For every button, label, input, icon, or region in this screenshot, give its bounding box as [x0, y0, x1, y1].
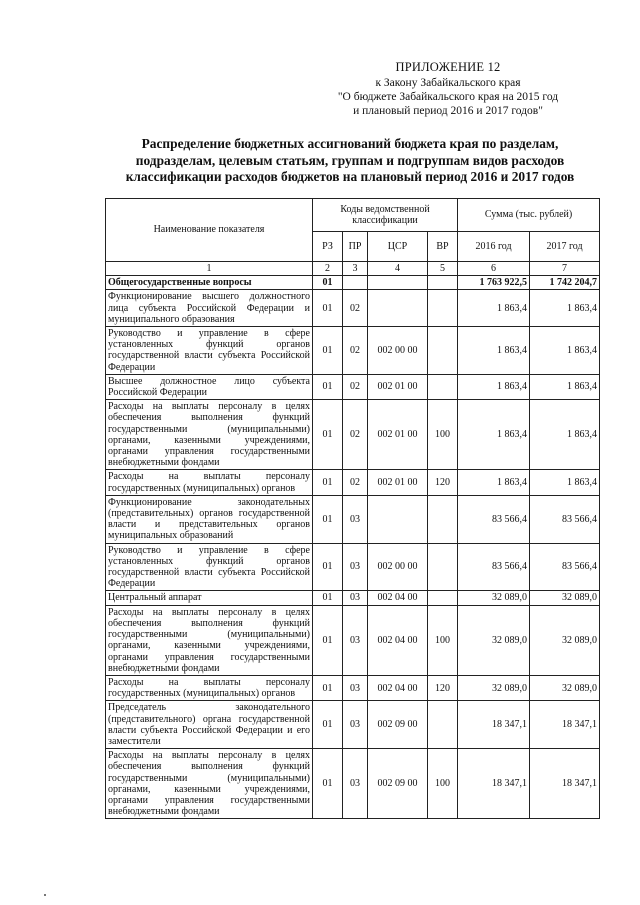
cell-2016: 1 863,4 [458, 400, 530, 470]
cell-2016: 32 089,0 [458, 591, 530, 605]
cell-vr: 120 [428, 470, 458, 495]
appendix-line-1: к Закону Забайкальского края [375, 77, 521, 89]
table-row [106, 290, 600, 327]
cell-rz: 01 [313, 495, 343, 543]
table-row [106, 495, 600, 543]
cell-csr: 002 09 00 [368, 749, 428, 819]
cell-2016: 32 089,0 [458, 675, 530, 700]
cell-rz: 01 [313, 400, 343, 470]
cell-2017: 32 089,0 [530, 591, 600, 605]
cell-vr [428, 543, 458, 591]
cell-name: Функционирование законодательных (представительных) органов государственной власти и представительных органов муниципальных образований [106, 495, 313, 543]
cell-name: Высшее должностное лицо субъекта Российской Федерации [106, 374, 313, 399]
cell-rz: 01 [313, 374, 343, 399]
cell-2016: 32 089,0 [458, 605, 530, 675]
cell-pr: 03 [343, 701, 368, 749]
cell-rz: 01 [313, 290, 343, 327]
cell-vr [428, 276, 458, 290]
cell-2016: 1 863,4 [458, 327, 530, 375]
cell-name: Функционирование высшего должностного лица субъекта Российской Федерации и муниципального образования [106, 290, 313, 327]
cell-name: Руководство и управление в сфере установленных функций органов государственной власти субъекта Российской Федерации [106, 543, 313, 591]
cell-vr [428, 591, 458, 605]
cell-pr: 02 [343, 374, 368, 399]
cell-name: Общегосударственные вопросы [106, 276, 313, 290]
cell-csr: 002 01 00 [368, 470, 428, 495]
cell-vr: 100 [428, 605, 458, 675]
cell-rz: 01 [313, 605, 343, 675]
cell-2017: 83 566,4 [530, 495, 600, 543]
column-number: 7 [530, 262, 600, 276]
cell-pr: 03 [343, 675, 368, 700]
document-title-line-3: классификации расходов бюджетов на плановый период 2016 и 2017 годов [125, 169, 575, 184]
cell-2017: 1 742 204,7 [530, 276, 600, 290]
cell-pr: 03 [343, 591, 368, 605]
cell-csr [368, 276, 428, 290]
cell-rz: 01 [313, 591, 343, 605]
cell-csr: 002 09 00 [368, 701, 428, 749]
cell-name: Руководство и управление в сфере установленных функций органов государственной власти субъекта Российской Федерации [106, 327, 313, 375]
column-number: 3 [343, 262, 368, 276]
appendix-header [300, 60, 596, 118]
document-title [100, 136, 600, 186]
cell-vr [428, 327, 458, 375]
cell-pr: 02 [343, 290, 368, 327]
column-number: 4 [368, 262, 428, 276]
cell-2016: 18 347,1 [458, 749, 530, 819]
cell-2016: 18 347,1 [458, 701, 530, 749]
cell-name: Председатель законодательного (представительного) органа государственной власти субъекта Российской Федерации и его заместители [106, 701, 313, 749]
column-number-row [106, 262, 600, 276]
cell-2017: 1 863,4 [530, 290, 600, 327]
cell-rz: 01 [313, 327, 343, 375]
cell-csr: 002 04 00 [368, 675, 428, 700]
table-body [106, 276, 600, 819]
header-name: Наименование показателя [106, 199, 313, 262]
table-row [106, 591, 600, 605]
budget-table [105, 198, 600, 819]
cell-name: Расходы на выплаты персоналу в целях обеспечения выполнения функций государственными (муниципальными) органами, казенными учреждениями, органами управления государственными внебюджетными фондами [106, 749, 313, 819]
column-number: 1 [106, 262, 313, 276]
cell-vr: 120 [428, 675, 458, 700]
table-row [106, 276, 600, 290]
header-rz: РЗ [313, 232, 343, 262]
cell-2016: 1 863,4 [458, 290, 530, 327]
table-row [106, 374, 600, 399]
column-number: 6 [458, 262, 530, 276]
cell-vr: 100 [428, 749, 458, 819]
cell-2016: 83 566,4 [458, 495, 530, 543]
cell-2017: 18 347,1 [530, 701, 600, 749]
cell-pr: 03 [343, 605, 368, 675]
cell-2017: 1 863,4 [530, 374, 600, 399]
table-row [106, 605, 600, 675]
document-title-line-2: подразделам, целевым статьям, группам и подгруппам видов расходов [135, 152, 565, 168]
cell-csr: 002 04 00 [368, 605, 428, 675]
cell-vr [428, 374, 458, 399]
cell-vr [428, 701, 458, 749]
cell-rz: 01 [313, 701, 343, 749]
column-number: 5 [428, 262, 458, 276]
table-row [106, 675, 600, 700]
cell-2016: 1 863,4 [458, 374, 530, 399]
appendix-line-2: "О бюджете Забайкальского края на 2015 год [337, 91, 559, 103]
cell-vr [428, 290, 458, 327]
cell-pr [343, 276, 368, 290]
cell-name: Расходы на выплаты персоналу в целях обеспечения выполнения функций государственными (муниципальными) органами, казенными учреждениями, органами управления государственными внебюджетными фондами [106, 400, 313, 470]
header-2017: 2017 год [530, 232, 600, 262]
table-row [106, 327, 600, 375]
table-row [106, 543, 600, 591]
cell-name: Центральный аппарат [106, 591, 313, 605]
cell-rz: 01 [313, 470, 343, 495]
document-title-line-1: Распределение бюджетных ассигнований бюджета края по разделам, [141, 136, 559, 151]
cell-pr: 03 [343, 749, 368, 819]
cell-csr: 002 00 00 [368, 327, 428, 375]
cell-csr [368, 495, 428, 543]
cell-vr [428, 495, 458, 543]
cell-pr: 02 [343, 470, 368, 495]
header-pr: ПР [343, 232, 368, 262]
header-codes: Коды ведомственной классификации [313, 199, 458, 232]
header-vr: ВР [428, 232, 458, 262]
cell-rz: 01 [313, 749, 343, 819]
cell-csr: 002 00 00 [368, 543, 428, 591]
cell-pr: 03 [343, 495, 368, 543]
cell-pr: 03 [343, 543, 368, 591]
cell-csr: 002 01 00 [368, 374, 428, 399]
cell-csr: 002 04 00 [368, 591, 428, 605]
cell-csr: 002 01 00 [368, 400, 428, 470]
header-csr: ЦСР [368, 232, 428, 262]
cell-2017: 18 347,1 [530, 749, 600, 819]
table-row [106, 749, 600, 819]
cell-2016: 1 763 922,5 [458, 276, 530, 290]
scan-speck [44, 894, 46, 896]
cell-name: Расходы на выплаты персоналу в целях обеспечения выполнения функций государственными (муниципальными) органами, казенными учреждениями, органами управления государственными внебюджетными фондами [106, 605, 313, 675]
appendix-title: ПРИЛОЖЕНИЕ 12 [395, 60, 501, 74]
cell-2016: 1 863,4 [458, 470, 530, 495]
cell-name: Расходы на выплаты персоналу государственных (муниципальных) органов [106, 675, 313, 700]
cell-2017: 1 863,4 [530, 327, 600, 375]
table-row [106, 701, 600, 749]
cell-2017: 32 089,0 [530, 605, 600, 675]
cell-pr: 02 [343, 400, 368, 470]
header-2016: 2016 год [458, 232, 530, 262]
cell-csr [368, 290, 428, 327]
cell-2017: 32 089,0 [530, 675, 600, 700]
table-row [106, 470, 600, 495]
cell-name: Расходы на выплаты персоналу государственных (муниципальных) органов [106, 470, 313, 495]
cell-rz: 01 [313, 675, 343, 700]
table-row [106, 400, 600, 470]
column-number: 2 [313, 262, 343, 276]
cell-rz: 01 [313, 543, 343, 591]
appendix-line-3: и плановый период 2016 и 2017 годов" [353, 105, 543, 117]
header-sum: Сумма (тыс. рублей) [458, 199, 600, 232]
cell-rz: 01 [313, 276, 343, 290]
cell-pr: 02 [343, 327, 368, 375]
cell-2017: 83 566,4 [530, 543, 600, 591]
cell-vr: 100 [428, 400, 458, 470]
cell-2016: 83 566,4 [458, 543, 530, 591]
cell-2017: 1 863,4 [530, 400, 600, 470]
cell-2017: 1 863,4 [530, 470, 600, 495]
